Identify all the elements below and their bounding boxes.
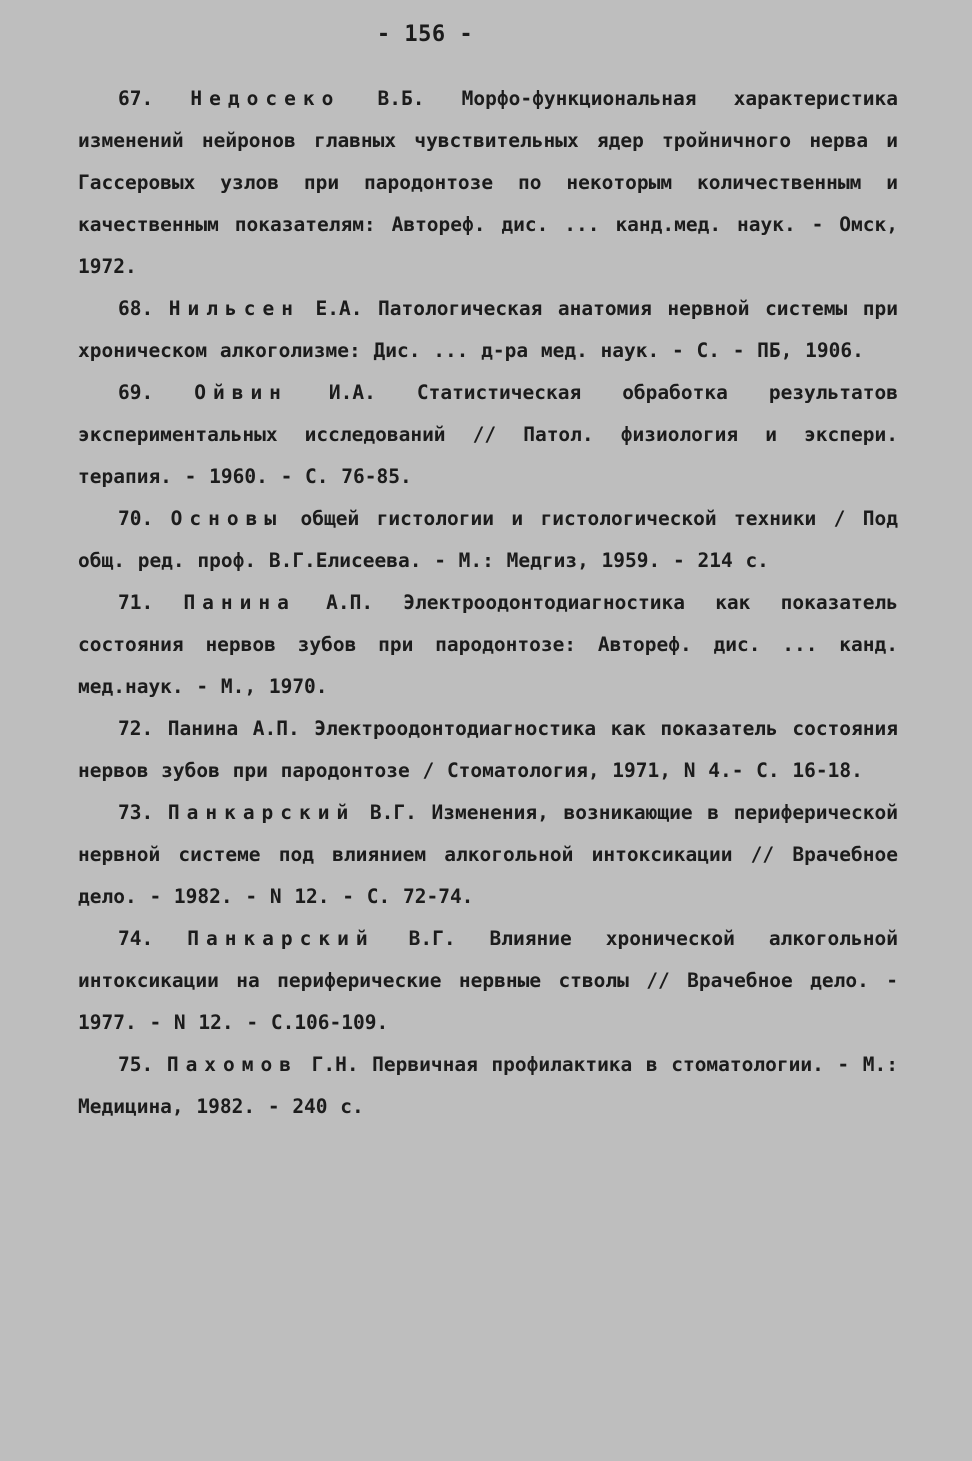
entry-author: Панина xyxy=(183,591,296,614)
bibliography-list xyxy=(78,78,898,1128)
bibliography-entry-74 xyxy=(78,918,898,1044)
entry-author: Панкарский xyxy=(167,801,356,824)
entry-text: общей гистологии и гистологической техники / Под общ. ред. проф. В.Г.Елисеева. - М.: Медгиз, 1959. - 214 с. xyxy=(78,507,898,572)
entry-number: 72. xyxy=(118,717,154,740)
bibliography-entry-75 xyxy=(78,1044,898,1128)
entry-author: Недосеко xyxy=(190,87,341,110)
entry-author: Панкарский xyxy=(187,927,375,950)
entry-number: 73. xyxy=(118,801,154,824)
entry-number: 75. xyxy=(118,1053,154,1076)
entry-author: Основы xyxy=(170,507,284,530)
entry-text: А.П. Электроодонтодиагностика как показатель состояния нервов зубов при пародонтозе: Автореф. дис. ... канд. мед.наук. - М., 1970. xyxy=(78,591,899,698)
entry-number: 74. xyxy=(118,927,154,950)
entry-number: 71. xyxy=(118,591,154,614)
entry-number: 69. xyxy=(118,381,154,404)
bibliography-entry-67 xyxy=(78,78,898,288)
bibliography-entry-73 xyxy=(78,792,898,918)
bibliography-entry-71 xyxy=(78,582,898,708)
entry-text: Г.Н. Первичная профилактика в стоматологии. - М.: Медицина, 1982. - 240 с. xyxy=(78,1053,898,1118)
entry-text: В.Г. Изменения, возникающие в периферической нервной системе под влиянием алкогольной интоксикации // Врачебное дело. - 1982. - N 12. - С. 72-74. xyxy=(78,801,898,908)
bibliography-entry-72 xyxy=(78,708,898,792)
entry-number: 70. xyxy=(118,507,154,530)
entry-text: Е.А. Патологическая анатомия нервной системы при хроническом алкоголизме: Дис. ... д-ра мед. наук. - С. - ПБ, 1906. xyxy=(78,297,898,362)
entry-text: В.Г. Влияние хронической алкогольной интоксикации на периферические нервные стволы // Врачебное дело. - 1977. - N 12. - С.106-109. xyxy=(78,927,898,1034)
entry-author: Ойвин xyxy=(194,381,288,404)
entry-text: И.А. Статистическая обработка результатов экспериментальных исследований // Патол. физиология и экспери. терапия. - 1960. - С. 76-85. xyxy=(78,381,898,488)
entry-author: Пахомов xyxy=(166,1053,299,1076)
bibliography-entry-69 xyxy=(78,372,898,498)
entry-number: 68. xyxy=(118,297,154,320)
bibliography-entry-68 xyxy=(78,288,898,372)
entry-author: Нильсен xyxy=(168,297,300,320)
bibliography-entry-70 xyxy=(78,498,898,582)
entry-text: Панина А.П. Электроодонтодиагностика как показатель состояния нервов зубов при пародонтозе / Стоматология, 1971, N 4.- С. 16-18. xyxy=(78,717,898,782)
entry-number: 67. xyxy=(118,87,154,110)
page-number: - 156 - xyxy=(376,22,474,47)
entry-text: В.Б. Морфо-функциональная характеристика изменений нейронов главных чувствительных ядер тройничного нерва и Гассеровых узлов при пародонтозе по некоторым количественным и качественным показателям: Автореф. дис. ... канд.мед. наук. - Омск, 1972. xyxy=(78,87,898,278)
